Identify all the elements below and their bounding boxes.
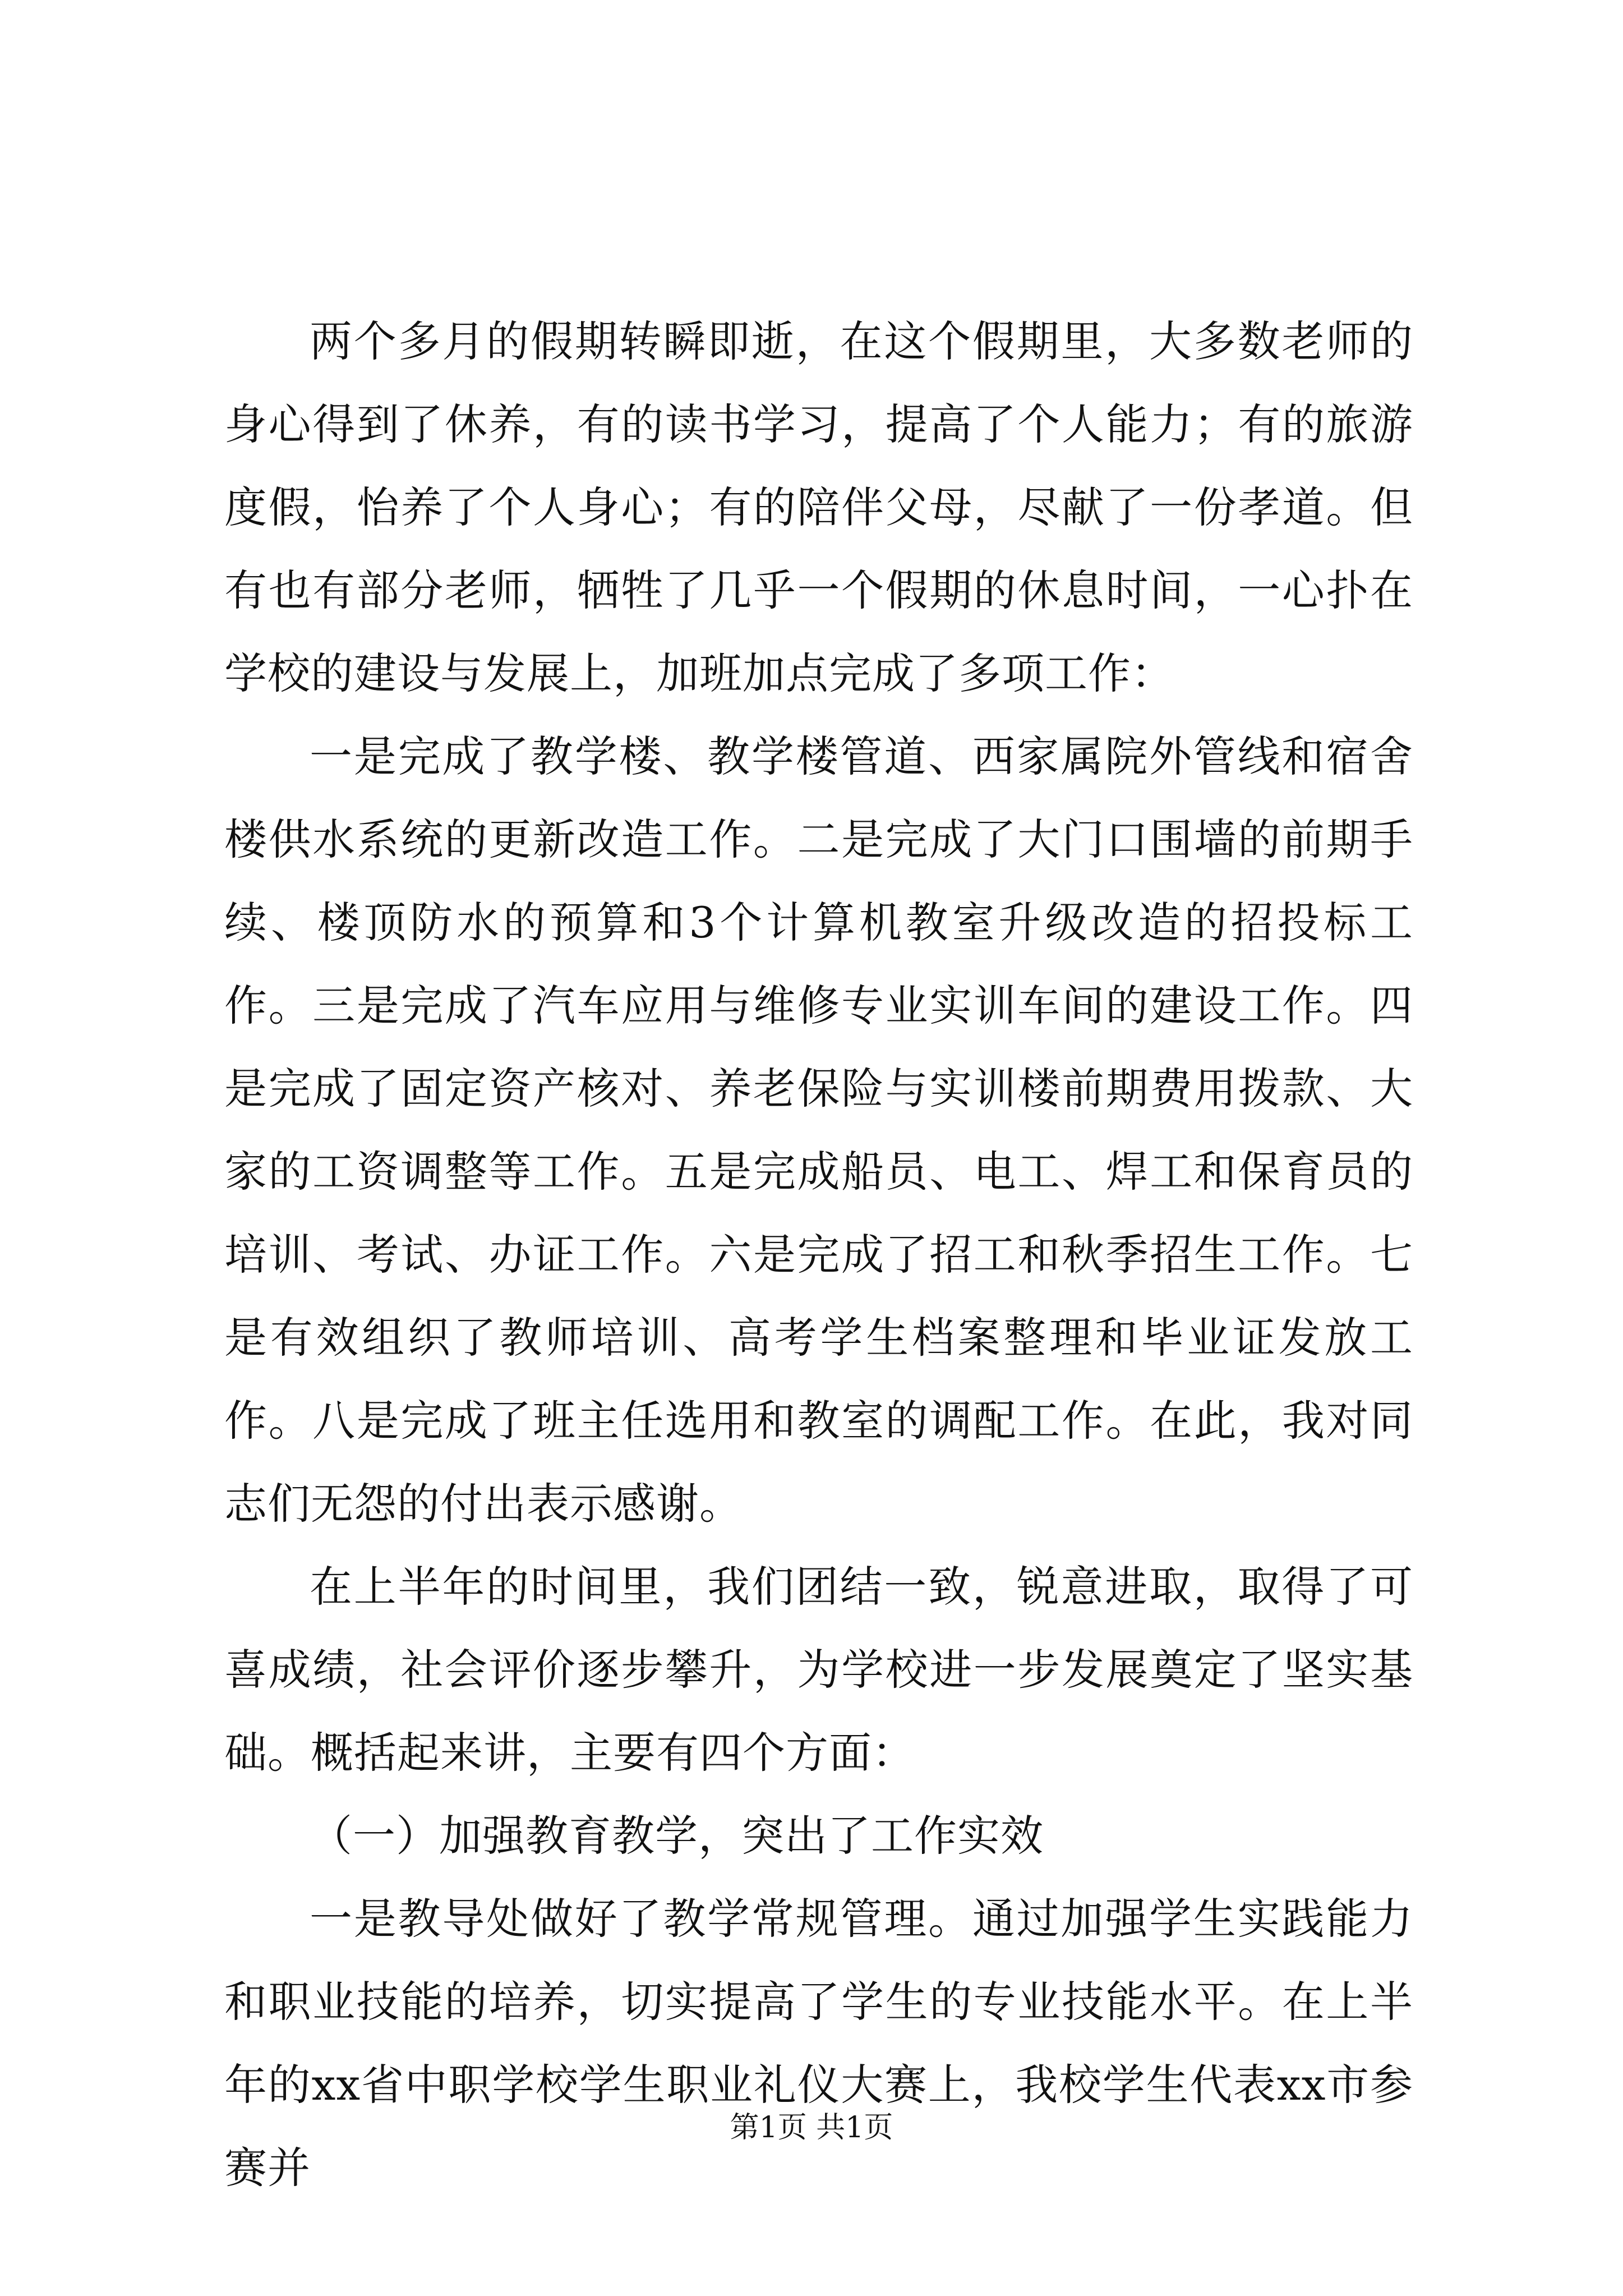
page-footer: 第1页 共1页 <box>730 2111 893 2145</box>
section-heading: （一）加强教育教学，突出了工作实效 <box>310 1811 1044 1861</box>
paragraph-work-list: 一是完成了教学楼、教学楼管道、西家属院外管线和宿舍楼供水系统的更新改造工作。二是完成了大门口围墙的前期手续、楼顶防水的预算和3个计算机教室升级改造的招投标工作。三是完成了汽车应用与维修专业实训车间的建设工作。四是完成了固定资产核对、养老保险与实训楼前期费用拨款、大家的工资调整等工作。五是完成船员、电工、焊工和保育员的培训、考试、办证工作。六是完成了招工和秋季招生工作。七是有效组织了教师培训、高考学生档案整理和毕业证发放工作。八是完成了班主任选用和教室的调配工作。在此，我对同志们无怨的付出表示感谢。 <box>224 731 1413 1529</box>
paragraph-half-year: 在上半年的时间里，我们团结一致，锐意进取，取得了可喜成绩，社会评价逐步攀升，为学校进一步发展奠定了坚实基础。概括起来讲，主要有四个方面： <box>224 1562 1413 1778</box>
paragraph-intro: 两个多月的假期转瞬即逝，在这个假期里，大多数老师的身心得到了休养，有的读书学习，提高了个人能力；有的旅游度假，怡养了个人身心；有的陪伴父母，尽献了一份孝道。但有也有部分老师，牺牲了几乎一个假期的休息时间，一心扑在学校的建设与发展上，加班加点完成了多项工作： <box>224 316 1413 698</box>
paragraph-teaching: 一是教导处做好了教学常规管理。通过加强学生实践能力和职业技能的培养，切实提高了学生的专业技能水平。在上半年的xx省中职学校学生职业礼仪大赛上，我校学生代表xx市参赛并 <box>224 1894 1413 2193</box>
document-body <box>224 300 1413 2210</box>
